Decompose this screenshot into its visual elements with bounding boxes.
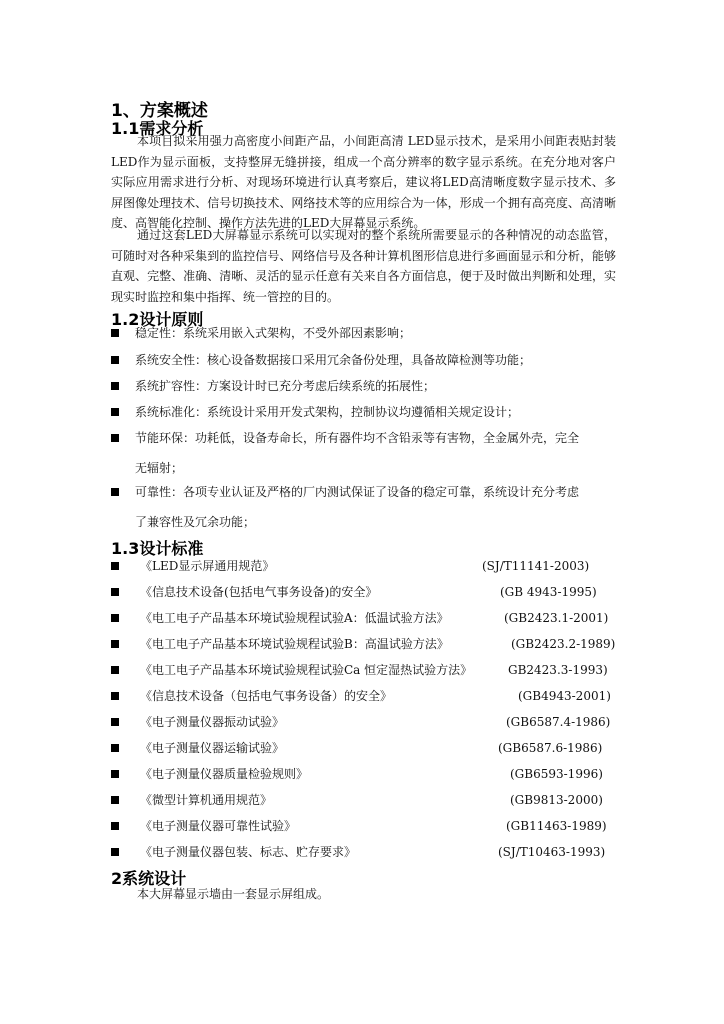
square-bullet-icon bbox=[111, 770, 119, 778]
standard-item bbox=[111, 712, 616, 732]
standard-code: (GB11463-1989) bbox=[506, 819, 607, 833]
principle-item: 系统安全性：核心设备数据接口采用冗余备份处理，具备故障检测等功能； bbox=[111, 350, 616, 370]
standard-item bbox=[111, 816, 616, 836]
standard-code: (GB6587.6-1986) bbox=[498, 741, 603, 755]
requirement-paragraph-1: 本项目拟采用强力高密度小间距产品，小间距高清 LED显示技术，是采用小间距表贴封装LED作为显示面板，支持整屏无缝拼接，组成一个高分辨率的数字显示系统。在充分地对客户实际应用需求进行分析、对现场环境进行认真考察后，建议将LED高清晰度数字显示技术、多屏图像处理技术、信号切换技术、网络技术等的应用综合为一体，形成一个拥有高亮度、高清晰度、高智能化控制、操作方法先进的LED大屏幕显示系统。 bbox=[111, 134, 616, 231]
standard-item bbox=[111, 660, 616, 680]
standard-item bbox=[111, 686, 616, 706]
principle-item: 稳定性：系统采用嵌入式架构，不受外部因素影响； bbox=[111, 323, 616, 343]
section-1-3-heading: 1.3设计标准 bbox=[111, 539, 204, 558]
section-1-heading: 1、方案概述 bbox=[111, 101, 208, 121]
standard-title: 《电子测量仪器运输试验》 bbox=[140, 741, 285, 755]
requirement-paragraph-2: 通过这套LED大屏幕显示系统可以实现对的整个系统所需要显示的各种情况的动态监管，可随时对各种采集到的监控信号、网络信号及各种计算机图形信息进行多画面显示和分析，能够直观、完整、准确、清晰、灵活的显示任意有关来自各方面信息，便于及时做出判断和处理，实现实时监控和集中指挥、统一管控的目的。 bbox=[111, 228, 616, 304]
standard-code: (GB2423.2-1989) bbox=[511, 637, 616, 651]
principle-item-continuation: 无辐射； bbox=[135, 461, 184, 475]
standard-item bbox=[111, 634, 616, 654]
section-2-paragraph: 本大屏幕显示墙由一套显示屏组成。 bbox=[137, 887, 330, 901]
square-bullet-icon bbox=[111, 614, 119, 622]
standard-title: 《电工电子产品基本环境试验规程试验Ca 恒定湿热试验方法》 bbox=[140, 663, 473, 677]
standard-item bbox=[111, 790, 616, 810]
standard-title: 《信息技术设备（包括电气事务设备）的安全》 bbox=[140, 689, 393, 703]
standard-item bbox=[111, 582, 616, 602]
square-bullet-icon bbox=[111, 488, 119, 496]
square-bullet-icon bbox=[111, 329, 119, 337]
standard-code: (SJ/T10463-1993) bbox=[498, 845, 606, 859]
standard-title: 《LED显示屏通用规范》 bbox=[140, 559, 275, 573]
principle-item: 可靠性：各项专业认证及严格的厂内测试保证了设备的稳定可靠，系统设计充分考虑 bbox=[111, 482, 616, 502]
standard-title: 《电子测量仪器质量检验规则》 bbox=[140, 767, 309, 781]
standard-title: 《电子测量仪器可靠性试验》 bbox=[140, 819, 297, 833]
principle-item: 系统扩容性：方案设计时已充分考虑后续系统的拓展性； bbox=[111, 376, 616, 396]
principle-item: 节能环保：功耗低，设备寿命长，所有器件均不含铅汞等有害物，全金属外壳，完全 bbox=[111, 428, 616, 448]
standard-item bbox=[111, 764, 616, 784]
square-bullet-icon bbox=[111, 666, 119, 674]
principle-item-continuation: 了兼容性及冗余功能； bbox=[135, 515, 256, 529]
standard-code: (GB4943-2001) bbox=[518, 689, 611, 703]
square-bullet-icon bbox=[111, 796, 119, 804]
square-bullet-icon bbox=[111, 382, 119, 390]
standard-title: 《信息技术设备(包括电气事务设备)的安全》 bbox=[140, 585, 378, 599]
principle-item: 系统标准化：系统设计采用开发式架构，控制协议均遵循相关规定设计； bbox=[111, 402, 616, 422]
section-1-2-heading: 1.2设计原则 bbox=[111, 310, 204, 329]
standard-title: 《电工电子产品基本环境试验规程试验B：高温试验方法》 bbox=[140, 637, 449, 651]
square-bullet-icon bbox=[111, 848, 119, 856]
square-bullet-icon bbox=[111, 562, 119, 570]
square-bullet-icon bbox=[111, 744, 119, 752]
section-1-1-heading: 1.1需求分析 bbox=[111, 119, 204, 138]
standard-code: (GB2423.1-2001) bbox=[504, 611, 609, 625]
standard-title: 《电工电子产品基本环境试验规程试验A：低温试验方法》 bbox=[140, 611, 449, 625]
standard-title: 《电子测量仪器包装、标志、贮存要求》 bbox=[140, 845, 357, 859]
square-bullet-icon bbox=[111, 718, 119, 726]
standard-item bbox=[111, 608, 616, 628]
standard-item bbox=[111, 842, 616, 862]
section-2-heading: 2系统设计 bbox=[111, 869, 187, 888]
square-bullet-icon bbox=[111, 822, 119, 830]
standard-code: (GB9813-2000) bbox=[510, 793, 603, 807]
standard-code: (GB 4943-1995) bbox=[500, 585, 597, 599]
square-bullet-icon bbox=[111, 356, 119, 364]
standard-item bbox=[111, 556, 616, 576]
standard-code: (SJ/T11141-2003) bbox=[482, 559, 590, 573]
square-bullet-icon bbox=[111, 408, 119, 416]
standard-item bbox=[111, 738, 616, 758]
square-bullet-icon bbox=[111, 588, 119, 596]
standard-code: (GB6593-1996) bbox=[510, 767, 603, 781]
standard-code: (GB6587.4-1986) bbox=[506, 715, 611, 729]
standard-code: GB2423.3-1993) bbox=[508, 663, 608, 677]
square-bullet-icon bbox=[111, 640, 119, 648]
standard-title: 《电子测量仪器振动试验》 bbox=[140, 715, 285, 729]
standard-title: 《微型计算机通用规范》 bbox=[140, 793, 273, 807]
square-bullet-icon bbox=[111, 434, 119, 442]
square-bullet-icon bbox=[111, 692, 119, 700]
